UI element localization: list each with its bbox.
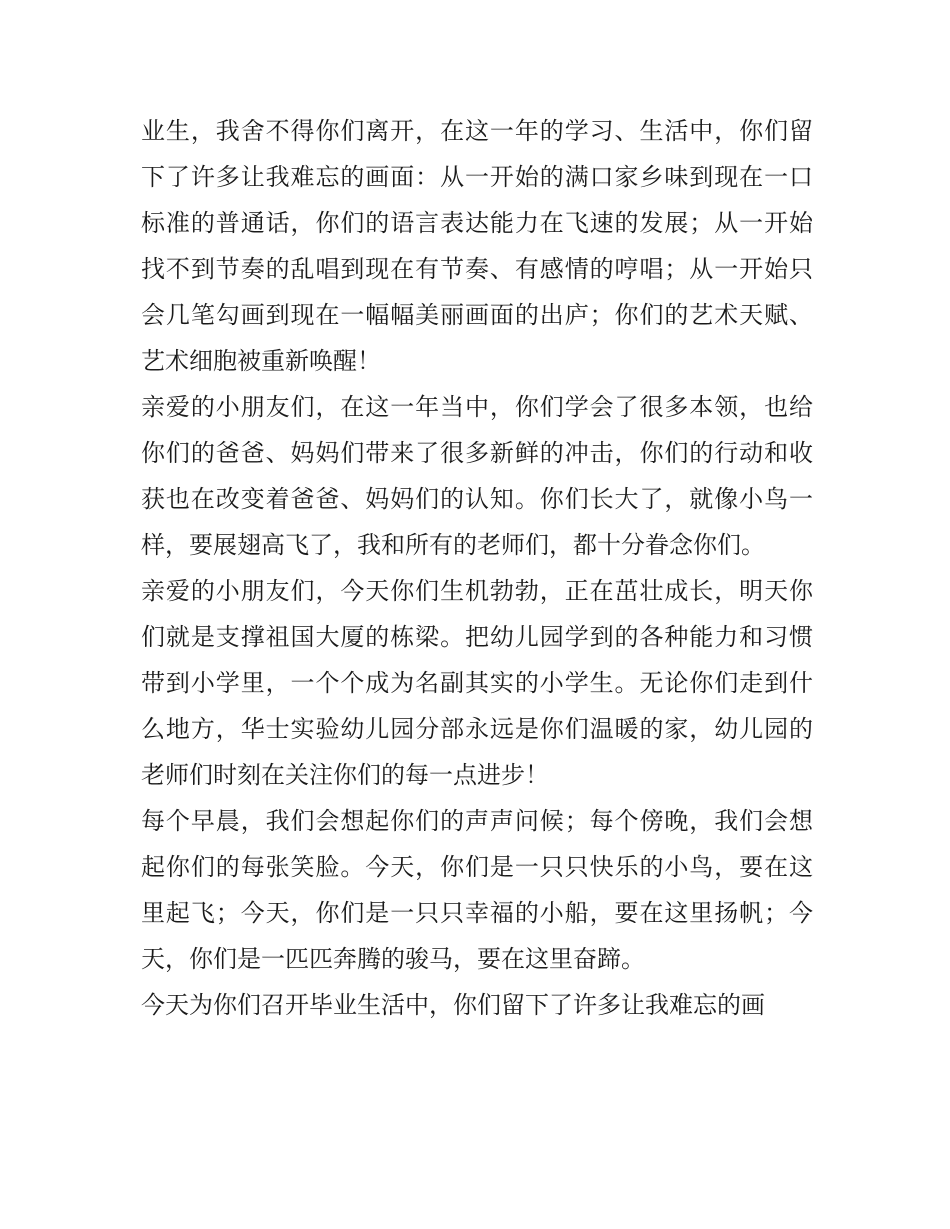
text-line: 艺术细胞被重新唤醒！: [141, 347, 381, 375]
text-line: 下了许多让我难忘的画面：从一开始的满口家乡味到现在一口: [141, 163, 813, 191]
text-line: 今天为你们召开毕业生活中，你们留下了许多让我难忘的画: [141, 991, 765, 1019]
text-line: 样，要展翅高飞了，我和所有的老师们，都十分眷念你们。: [141, 531, 765, 559]
text-line: 天，你们是一匹匹奔腾的骏马，要在这里奋蹄。: [141, 945, 645, 973]
text-line: 每个早晨，我们会想起你们的声声问候；每个傍晚，我们会想: [141, 807, 813, 835]
text-line: 亲爱的小朋友们，今天你们生机勃勃，正在茁壮成长，明天你: [141, 577, 813, 605]
document-body: [141, 108, 813, 1028]
text-line: 亲爱的小朋友们，在这一年当中，你们学会了很多本领，也给: [141, 393, 813, 421]
text-line: 获也在改变着爸爸、妈妈们的认知。你们长大了，就像小鸟一: [141, 485, 813, 513]
text-line: 老师们时刻在关注你们的每一点进步！: [141, 761, 549, 789]
text-line: 起你们的每张笑脸。今天，你们是一只只快乐的小鸟，要在这: [141, 853, 813, 881]
text-line: 业生，我舍不得你们离开，在这一年的学习、生活中，你们留: [141, 117, 813, 145]
text-line: 么地方，华士实验幼儿园分部永远是你们温暖的家，幼儿园的: [141, 715, 813, 743]
text-line: 你们的爸爸、妈妈们带来了很多新鲜的冲击，你们的行动和收: [141, 439, 813, 467]
text-line: 里起飞；今天，你们是一只只幸福的小船，要在这里扬帆；今: [141, 899, 813, 927]
text-line: 们就是支撑祖国大厦的栋梁。把幼儿园学到的各种能力和习惯: [141, 623, 813, 651]
text-line: 会几笔勾画到现在一幅幅美丽画面的出庐；你们的艺术天赋、: [141, 301, 813, 329]
text-line: 找不到节奏的乱唱到现在有节奏、有感情的哼唱；从一开始只: [141, 255, 813, 283]
text-line: 标准的普通话，你们的语言表达能力在飞速的发展；从一开始: [141, 209, 813, 237]
text-line: 带到小学里，一个个成为名副其实的小学生。无论你们走到什: [141, 669, 813, 697]
